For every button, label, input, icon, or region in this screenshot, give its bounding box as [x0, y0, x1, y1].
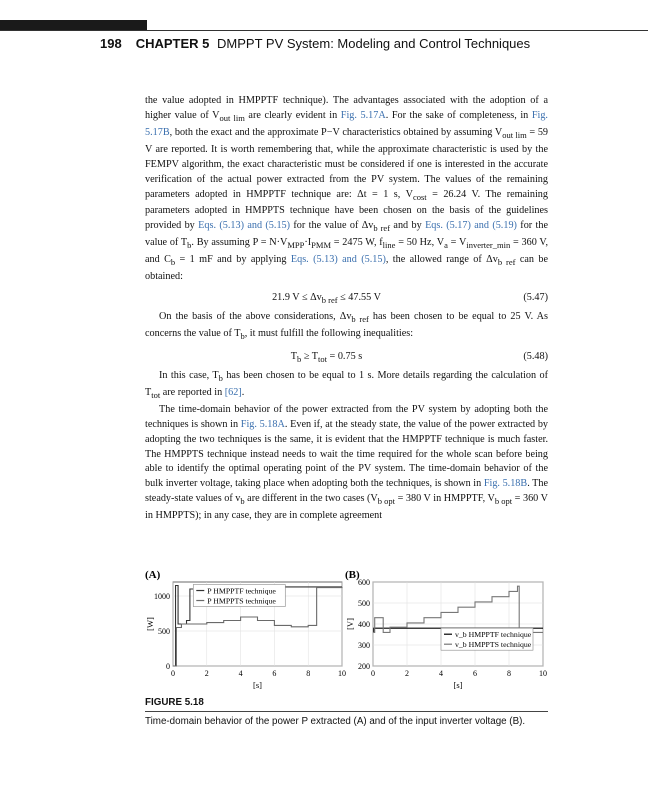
x-axis-label: [s] — [253, 680, 262, 690]
x-tick-label: 2 — [405, 669, 409, 678]
figure-chart — [145, 568, 548, 698]
figure-link[interactable]: Fig. 5.18B — [483, 478, 528, 490]
paragraph-4: The time-domain behavior of the power extracted from the PV system by adopting both the techniques is shown in Fig. 5.18A. Even if, at the steady state, the value of the power extracted by adopting the two techniques is the same, it is evident that the HMPPTF technique is much faster. The HMPPTS technique instead needs to wait the time required for the whole scan before being able to identify the optimal operating point of the PV system. The time-domain behavior of the bulk inverter voltage, taking place when adopting both the techniques, is shown in Fig. 5.18B. The steady-state values of $v_b$ are different in the two cases ($V_{b opt} = 380$ V in HMPPTF, $V_{b opt} = 360$ V in HMPPTS); in any case, they are in complete agreement — [145, 403, 549, 522]
chapter-label: CHAPTER 5 — [135, 36, 210, 51]
y-tick-label: 600 — [358, 578, 370, 587]
x-tick-label: 8 — [507, 669, 511, 678]
equation-5-48: $T_b \ge T_{tot} = 0.75$ s (5.48) — [145, 344, 548, 369]
y-tick-label: 0 — [166, 662, 170, 671]
y-tick-label: 200 — [358, 662, 370, 671]
caption-text: Time-domain behavior of the power P extracted (A) and of the input inverter voltage (B). — [145, 716, 526, 727]
equation-number: (5.47) — [523, 292, 548, 304]
figure-link[interactable]: Fig. 5.17B — [145, 109, 548, 138]
legend-entry: v_b HMPPTF technique — [455, 630, 532, 640]
figure-link[interactable]: Fig. 5.18A — [240, 418, 285, 430]
legend-entry: P HMPPTF technique — [207, 586, 276, 596]
page-number: 198 — [100, 36, 122, 51]
header-rule — [0, 30, 648, 31]
x-axis-label: [s] — [453, 680, 463, 690]
y-axis-label: [W] — [145, 617, 155, 631]
equation-link[interactable]: Eqs. (5.13) and (5.15) — [198, 220, 291, 232]
legend-entry: v_b HMPPTS technique — [455, 640, 532, 650]
y-tick-label: 300 — [358, 641, 370, 650]
x-tick-label: 0 — [371, 669, 375, 678]
panel-label: (A) — [145, 569, 161, 581]
y-tick-label: 500 — [158, 627, 170, 636]
equation-number: (5.48) — [523, 350, 548, 362]
figure-5-18 — [145, 568, 548, 698]
equation-5-47: 21.9 $V \le \Delta v_{b ref} \le 47.55$ V (5.47) — [145, 285, 548, 310]
x-tick-label: 2 — [204, 669, 209, 678]
paragraph-1: the value adopted in HMPPTF technique). The advantages associated with the adoption of a higher value of $V_{out lim}$ are clearly evident in Fig. 5.17A. For the sake of completeness, in Fig. 5.17B, both the exact and the approximate P−V characteristics obtained by assuming $V_{out lim} = 59$ V are reported. It is worth remembering that, while the approximate characteristic is used by the FEMPV algorithm, the exact characteristic must be considered if one is interested in the accurate verification of the actual power extracted from the PV system. The values of the remaining parameters adopted in HMPPTF technique are: Δt = 1 s, $V_{cost} = 26.24$ V. The remaining parameters adopted in HMPPTS technique have been chosen on the basis of the guidelines provided by Eqs. (5.13) and (5.15) for the value of $\Delta v_{b ref}$ and by Eqs. (5.17) and (5.19) for the value of $T_b$. By assuming $P = N\cdot V_{MPP}\cdot I_{PMM} = 2475$ W, $f_{line} = 50$ Hz, $V_a = V_{inverter\_min} = 360$ V, and $C_b = 1$ mF and by applying Eqs. (5.13) and (5.15), the allowed range of $\Delta v_{b ref}$ can be obtained: — [145, 95, 549, 283]
paragraph-3: In this case, $T_b$ has been chosen to be equal to 1 s. More details regarding the calculation of $T_{tot}$ are reported in [62]. — [145, 369, 548, 400]
x-tick-label: 6 — [473, 669, 477, 678]
legend-entry: P HMPPTS technique — [207, 596, 276, 606]
figure-label: FIGURE 5.18 — [145, 697, 204, 708]
running-header — [100, 36, 530, 51]
y-tick-label: 1000 — [154, 592, 170, 601]
y-tick-label: 400 — [358, 620, 370, 629]
x-tick-label: 10 — [539, 669, 547, 678]
figure-caption — [145, 697, 548, 727]
y-tick-label: 500 — [358, 599, 370, 608]
paragraph-2: On the basis of the above considerations, $\Delta v_{b ref}$ has been chosen to be equal to 25 V. As concerns the value of $T_b$, it must fulfill the following inequalities: — [145, 311, 548, 342]
x-tick-label: 10 — [338, 669, 346, 678]
citation-link[interactable]: [62] — [224, 386, 242, 398]
equation-link[interactable]: Eqs. (5.13) and (5.15) — [290, 254, 386, 266]
x-tick-label: 4 — [238, 669, 243, 678]
chapter-title: DMPPT PV System: Modeling and Control Techniques — [217, 36, 531, 51]
body-text — [145, 94, 548, 524]
x-tick-label: 6 — [272, 669, 277, 678]
equation-link[interactable]: Eqs. (5.17) and (5.19) — [425, 220, 517, 232]
x-tick-label: 8 — [306, 669, 311, 678]
y-axis-label: [V] — [345, 618, 355, 630]
x-tick-label: 4 — [439, 669, 443, 678]
x-tick-label: 0 — [171, 669, 175, 678]
figure-link[interactable]: Fig. 5.17A — [340, 109, 386, 121]
caption-rule — [145, 711, 548, 712]
panel-label: (B) — [345, 569, 360, 581]
